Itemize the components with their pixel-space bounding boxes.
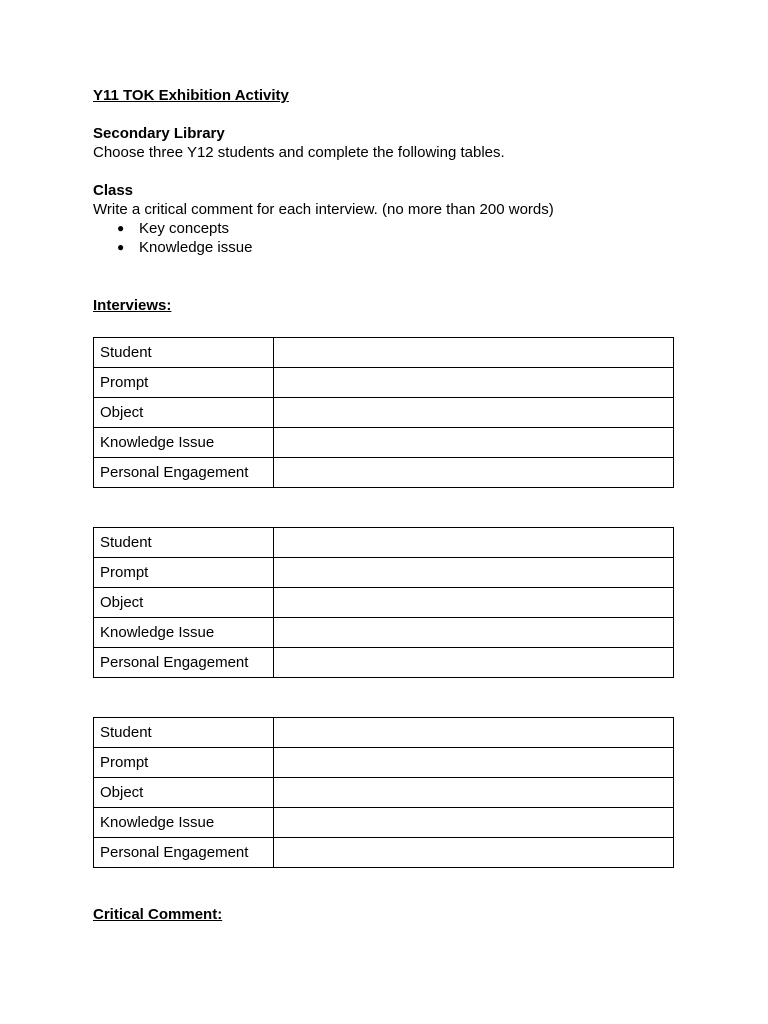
row-label: Knowledge Issue (94, 618, 274, 648)
bullet-item (93, 219, 675, 238)
row-value-cell[interactable] (274, 558, 674, 588)
row-value-cell[interactable] (274, 588, 674, 618)
interviews-heading: Interviews: (93, 297, 172, 314)
table-row (94, 718, 674, 748)
row-label: Student (94, 718, 274, 748)
document-title: Y11 TOK Exhibition Activity (93, 87, 289, 104)
row-value-cell[interactable] (274, 428, 674, 458)
table-row (94, 428, 674, 458)
class-bullet-list (93, 219, 675, 257)
row-label: Object (94, 588, 274, 618)
row-label: Personal Engagement (94, 838, 274, 868)
row-label: Object (94, 778, 274, 808)
row-value-cell[interactable] (274, 778, 674, 808)
interview-table-1 (93, 337, 674, 488)
table-row (94, 398, 674, 428)
row-label: Prompt (94, 368, 274, 398)
row-label: Object (94, 398, 274, 428)
class-heading: Class (93, 182, 134, 199)
row-label: Knowledge Issue (94, 808, 274, 838)
row-value-cell[interactable] (274, 458, 674, 488)
row-label: Prompt (94, 558, 274, 588)
bullet-text: Knowledge issue (139, 239, 253, 256)
table-row (94, 648, 674, 678)
row-value-cell[interactable] (274, 838, 674, 868)
row-label: Personal Engagement (94, 458, 274, 488)
table-row (94, 368, 674, 398)
row-label: Personal Engagement (94, 648, 274, 678)
critical-comment-heading: Critical Comment: (93, 906, 223, 923)
secondary-library-text: Choose three Y12 students and complete the following tables. (93, 144, 505, 161)
row-value-cell[interactable] (274, 748, 674, 778)
table-row (94, 458, 674, 488)
class-text: Write a critical comment for each interview. (no more than 200 words) (93, 201, 554, 218)
row-label: Prompt (94, 748, 274, 778)
bullet-item (93, 238, 675, 257)
bullet-text: Key concepts (139, 220, 230, 237)
table-row (94, 588, 674, 618)
table-row (94, 338, 674, 368)
interview-table-2 (93, 527, 674, 678)
row-value-cell[interactable] (274, 398, 674, 428)
table-row (94, 528, 674, 558)
row-value-cell[interactable] (274, 338, 674, 368)
row-label: Student (94, 338, 274, 368)
row-value-cell[interactable] (274, 368, 674, 398)
row-value-cell[interactable] (274, 718, 674, 748)
row-value-cell[interactable] (274, 648, 674, 678)
row-label: Knowledge Issue (94, 428, 274, 458)
table-row (94, 748, 674, 778)
table-row (94, 558, 674, 588)
secondary-library-heading: Secondary Library (93, 125, 225, 142)
table-row (94, 618, 674, 648)
row-label: Student (94, 528, 274, 558)
interview-table-3 (93, 717, 674, 868)
bullet-icon: ● (117, 240, 125, 254)
table-row (94, 838, 674, 868)
table-row (94, 808, 674, 838)
row-value-cell[interactable] (274, 618, 674, 648)
table-row (94, 778, 674, 808)
bullet-icon: ● (117, 221, 125, 235)
document-page (93, 86, 675, 924)
row-value-cell[interactable] (274, 528, 674, 558)
row-value-cell[interactable] (274, 808, 674, 838)
